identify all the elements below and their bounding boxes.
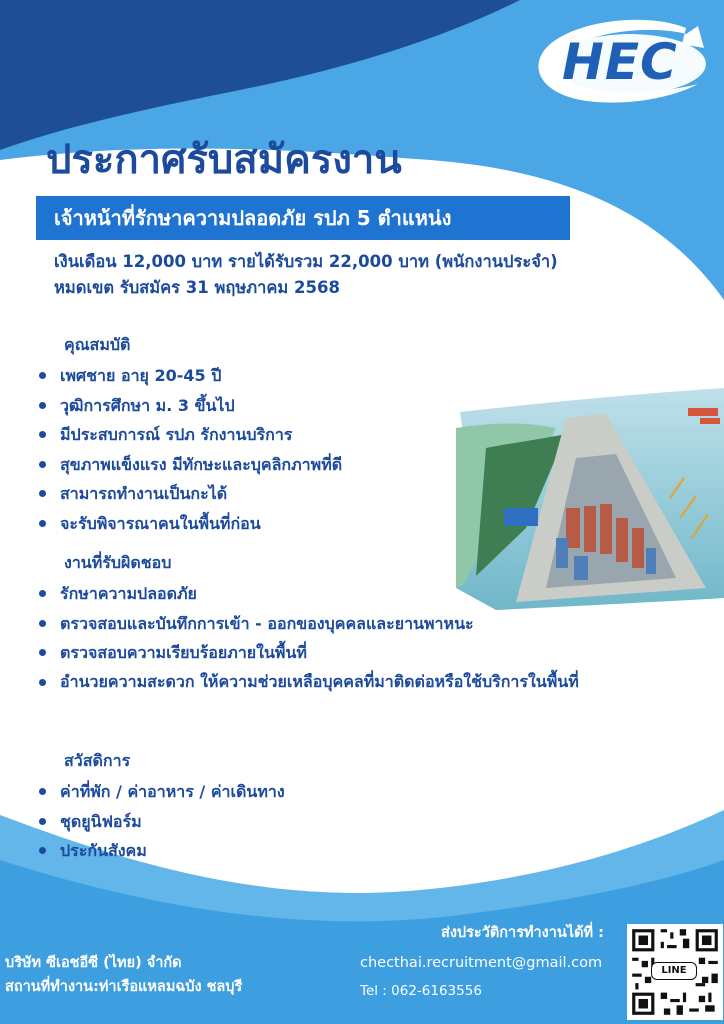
bullet-icon	[39, 402, 46, 409]
send-resume-label: ส่งประวัติการทำงานได้ที่ :	[441, 925, 604, 941]
hec-logo-text: HEC	[562, 33, 678, 91]
bullet-icon	[39, 818, 46, 825]
page-title: ประกาศรับสมัครงาน	[46, 137, 402, 183]
bullet-icon	[39, 788, 46, 795]
salary-text: เงินเดือน 12,000 บาท รายได้รับรวม 22,000 บาท (พนักงานประจำ)	[54, 252, 558, 271]
benefits-heading: สวัสดิการ	[64, 751, 131, 770]
line-label: LINE	[651, 962, 697, 980]
list-item: รักษาความปลอดภัย	[36, 579, 646, 609]
duties-list	[36, 579, 646, 696]
bullet-icon	[39, 490, 46, 497]
work-location: สถานที่ทำงาน:ท่าเรือแหลมฉบัง ชลบุรี	[5, 979, 243, 995]
position-banner	[36, 196, 570, 240]
bullet-icon	[39, 679, 46, 686]
bullet-icon	[39, 649, 46, 656]
list-item: วุฒิการศึกษา ม. 3 ขึ้นไป	[36, 391, 636, 421]
duties-section	[36, 551, 646, 696]
list-item: จะรับพิจารณาคนในพื้นที่ก่อน	[36, 509, 636, 539]
list-item: ตรวจสอบความเรียบร้อยภายในพื้นที่	[36, 638, 646, 668]
bullet-icon	[39, 520, 46, 527]
qualifications-heading: คุณสมบัติ	[64, 335, 131, 354]
list-item: ชุดยูนิฟอร์ม	[36, 807, 636, 837]
position-banner-text: เจ้าหน้าที่รักษาความปลอดภัย รปภ 5 ตำแหน่ง	[54, 206, 452, 230]
list-item: เพศชาย อายุ 20-45 ปี	[36, 361, 636, 391]
contact-phone[interactable]: Tel : 062-6163556	[360, 983, 482, 999]
company-name: บริษัท ซีเอชอีซี (ไทย) จำกัด	[5, 955, 182, 971]
list-item: มีประสบการณ์ รปภ รักงานบริการ	[36, 420, 636, 450]
bullet-icon	[39, 461, 46, 468]
bullet-icon	[39, 620, 46, 627]
benefits-section	[36, 749, 636, 866]
list-item: ค่าที่พัก / ค่าอาหาร / ค่าเดินทาง	[36, 777, 636, 807]
bullet-icon	[39, 372, 46, 379]
list-item: อำนวยความสะดวก ให้ความช่วยเหลือบุคคลที่มาติดต่อหรือใช้บริการในพื้นที่	[36, 668, 646, 696]
list-item: สามารถทำงานเป็นกะได้	[36, 479, 636, 509]
bullet-icon	[39, 431, 46, 438]
list-item: ตรวจสอบและบันทึกการเข้า - ออกของบุคคลและยานพาหนะ	[36, 609, 646, 639]
list-item: ประกันสังคม	[36, 836, 636, 866]
bullet-icon	[39, 847, 46, 854]
list-item: สุขภาพแข็งแรง มีทักษะและบุคลิกภาพที่ดี	[36, 450, 636, 480]
bullet-icon	[39, 590, 46, 597]
deadline-text: หมดเขต รับสมัคร 31 พฤษภาคม 2568	[54, 278, 340, 297]
contact-email[interactable]: checthai.recruitment@gmail.com	[360, 955, 603, 971]
benefits-list	[36, 777, 636, 866]
duties-heading: งานที่รับผิดชอบ	[64, 553, 172, 572]
